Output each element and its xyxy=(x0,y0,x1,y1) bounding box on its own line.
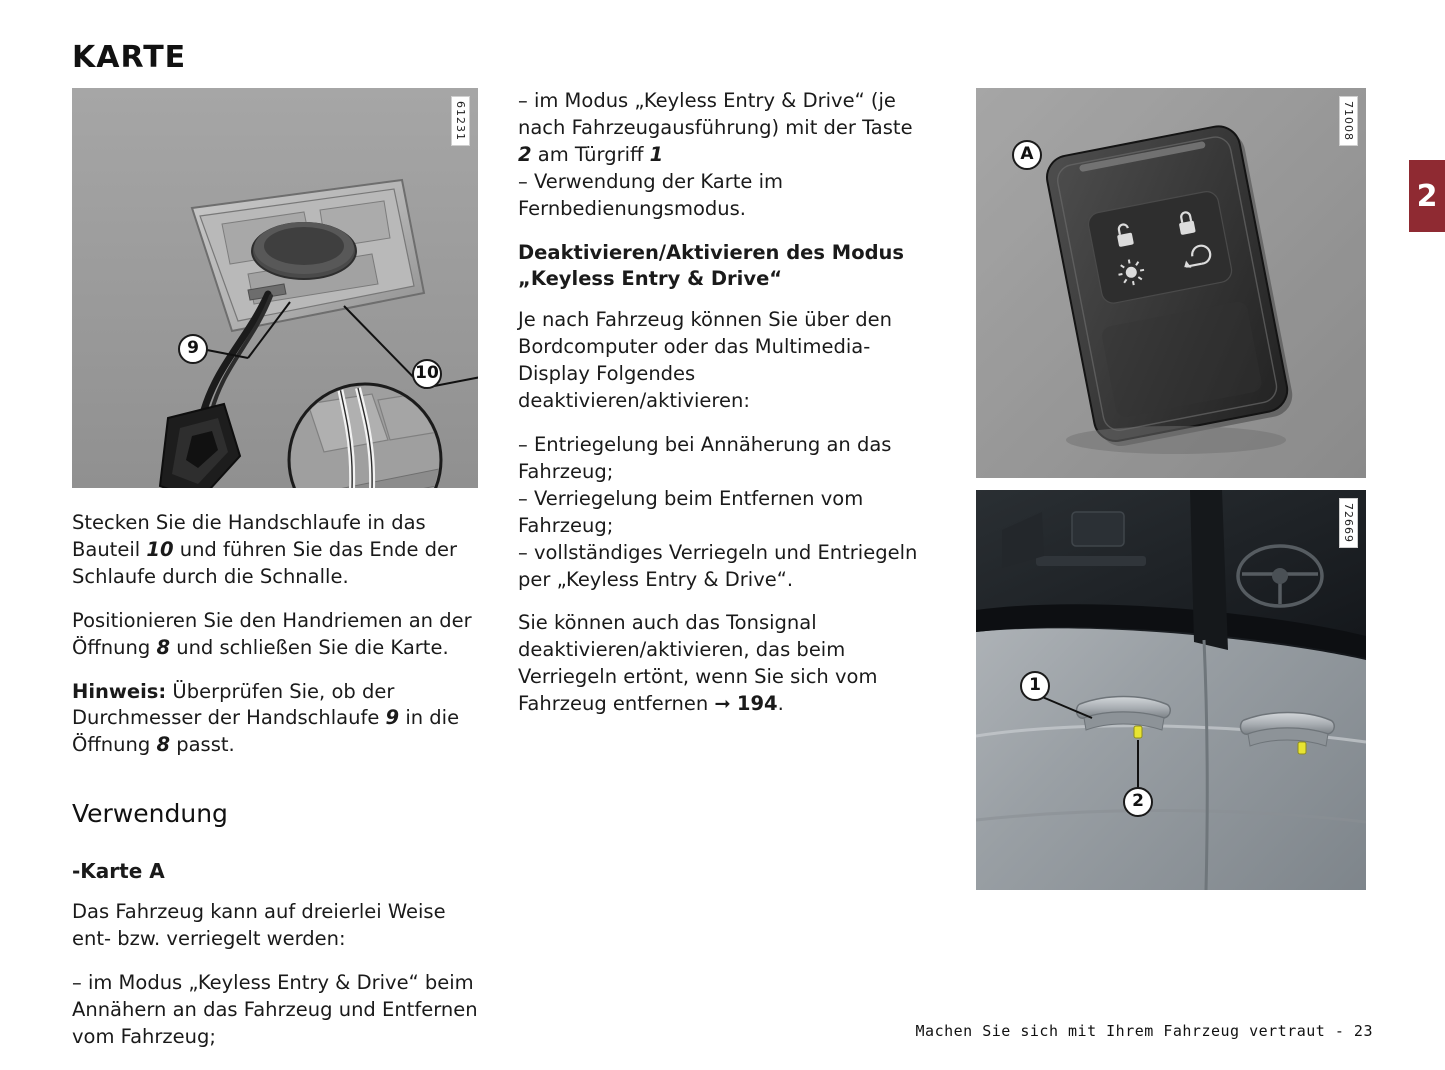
callout-9: 9 xyxy=(178,334,208,364)
middle-column xyxy=(518,88,918,735)
callout-2: 2 xyxy=(1123,787,1153,817)
paragraph-note: Hinweis: Überprüfen Sie, ob der Durchmesser der Handschlaufe 9 in die Öffnung 8 passt. xyxy=(72,679,460,757)
subheading-karte-a: -Karte A xyxy=(72,858,165,883)
callout-10: 10 xyxy=(412,359,442,389)
heading-deactivate-activate: Deaktivieren/Aktivieren des Modus „Keyless Entry & Drive“ xyxy=(518,240,905,291)
paragraph-full-lock-unlock: – vollständiges Verriegeln und Entriegeln per „Keyless Entry & Drive“. xyxy=(518,540,918,591)
paragraph-insert-strap: Stecken Sie die Handschlaufe in das Bauteil 10 und führen Sie das Ende der Schlaufe durch die Schnalle. xyxy=(72,511,458,588)
paragraph-bordcomputer: Je nach Fahrzeug können Sie über den Bordcomputer oder das Multimedia-Display Folgendes deaktivieren/aktivieren: xyxy=(518,308,892,413)
callout-1: 1 xyxy=(1020,671,1050,701)
paragraph-lock-leaving: – Verriegelung beim Entfernen vom Fahrzeug; xyxy=(518,486,864,537)
page-reference-arrow-icon: ➞ xyxy=(714,692,731,716)
figure-door-handle xyxy=(976,490,1366,890)
paragraph-remote-mode: – Verwendung der Karte im Fernbedienungsmodus. xyxy=(518,169,784,220)
paragraph-tonsignal: Sie können auch das Tonsignal deaktivieren/aktivieren, das beim Verriegeln ertönt, wenn Sie sich vom Fahrzeug entfernen ➞ 194. xyxy=(518,611,878,716)
paragraph-keyless-approach: – im Modus „Keyless Entry & Drive“ beim Annähern an das Fahrzeug und Entfernen vom Fahrzeug; xyxy=(72,971,478,1048)
left-column xyxy=(72,88,478,1068)
paragraph-unlock-approach: – Entriegelung bei Annäherung an das Fahrzeug; xyxy=(518,432,892,483)
callout-a: A xyxy=(1012,140,1042,170)
figure-code-71008: 71008 xyxy=(1339,96,1358,146)
figure-code-61231: 61231 xyxy=(451,96,470,146)
paragraph-keyless-button: – im Modus „Keyless Entry & Drive“ (je nach Fahrzeugausführung) mit der Taste 2 am Türgriff 1 xyxy=(518,89,913,166)
figure-handstrap xyxy=(72,88,478,488)
chapter-number-tab: 2 xyxy=(1409,160,1445,232)
figure-handstrap-illustration xyxy=(72,88,478,488)
figure-key-card xyxy=(976,88,1366,478)
page-footer: Machen Sie sich mit Ihrem Fahrzeug vertraut - 23 xyxy=(915,1022,1373,1040)
page-title: KARTE xyxy=(72,40,187,75)
paragraph-three-ways: Das Fahrzeug kann auf dreierlei Weise ent- bzw. verriegelt werden: xyxy=(72,900,446,951)
paragraph-position-strap: Positionieren Sie den Handriemen an der Öffnung 8 und schließen Sie die Karte. xyxy=(72,608,472,659)
figure-code-72669: 72669 xyxy=(1339,498,1358,548)
heading-verwendung: Verwendung xyxy=(72,799,228,829)
right-column xyxy=(976,88,1366,890)
